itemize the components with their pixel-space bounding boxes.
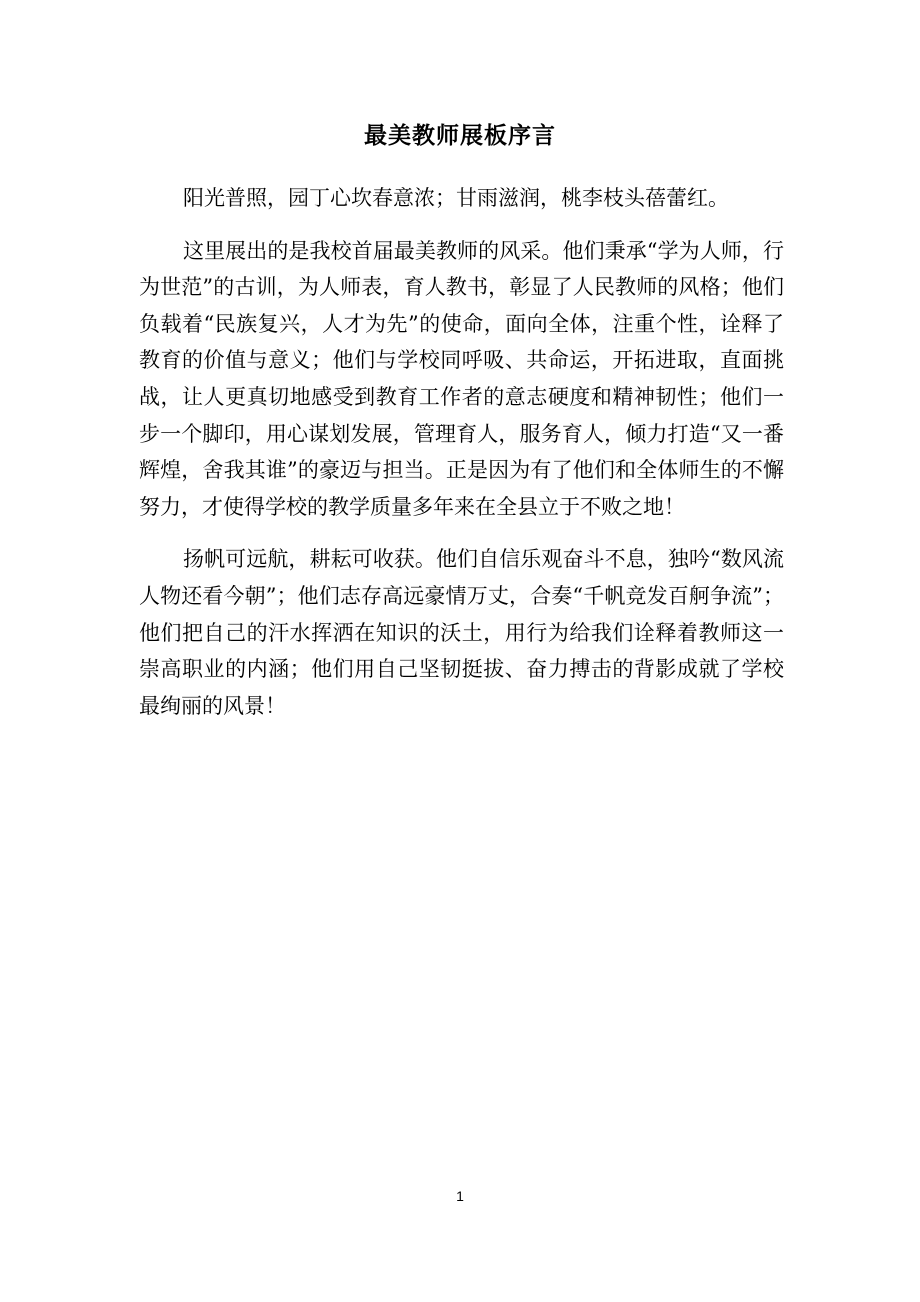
paragraph-closing: 扬帆可远航，耕耘可收获。他们自信乐观奋斗不息，独吟“数风流人物还看今朝”；他们志存高远豪情万丈，合奏“千帆竞发百舸争流”；他们把自己的汗水挥洒在知识的沃土，用行为给我们诠释着教师这一崇高职业的内涵；他们用自己坚韧挺拔、奋力搏击的背影成就了学校最绚丽的风景！ [139, 547, 784, 718]
paragraph-main: 这里展出的是我校首届最美教师的风采。他们秉承“学为人师，行为世范”的古训，为人师表，育人教书，彰显了人民教师的风格；他们负载着“民族复兴，人才为先”的使命，面向全体，注重个性，诠释了教育的价值与意义；他们与学校同呼吸、共命运，开拓进取，直面挑战，让人更真切地感受到教育工作者的意志硬度和精神韧性；他们一步一个脚印，用心谋划发展，管理育人，服务育人，倾力打造“又一番辉煌，舍我其谁”的豪迈与担当。正是因为有了他们和全体师生的不懈努力，才使得学校的教学质量多年来在全县立于不败之地！ [139, 238, 784, 519]
document-title: 最美教师展板序言 [364, 123, 556, 149]
page-number: 1 [456, 1188, 464, 1204]
paragraph-intro: 阳光普照，园丁心坎春意浓；甘雨滋润，桃李枝头蓓蕾红。 [183, 186, 729, 210]
document-body [139, 180, 784, 740]
